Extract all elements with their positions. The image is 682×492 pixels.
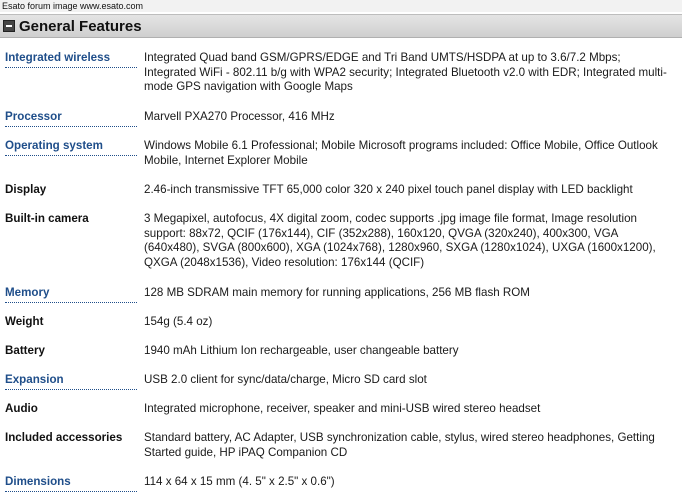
section-header: [0, 14, 682, 38]
spec-label: Weight: [5, 315, 44, 328]
spec-label-link[interactable]: Processor: [5, 110, 137, 127]
spec-value: 114 x 64 x 15 mm (4. 5" x 2.5" x 0.6"): [144, 475, 335, 488]
spec-value: Integrated Quad band GSM/GPRS/EDGE and Tri Band UMTS/HSDPA at up to 3.6/7.2 Mbps; Integrated WiFi - 802.11 b/g with WPA2 security; Integrated Bluetooth v2.0 with EDR; Integrated multi-mode GPS navigation with Google Maps: [144, 51, 667, 94]
spec-label: Included accessories: [5, 431, 123, 444]
spec-label-link[interactable]: Operating system: [5, 139, 137, 156]
spec-label: Audio: [5, 402, 38, 415]
spec-value: Standard battery, AC Adapter, USB synchronization cable, stylus, wired stereo headphones, Getting Started guide, HP iPAQ Companion CD: [144, 431, 655, 459]
spec-value: Windows Mobile 6.1 Professional; Mobile Microsoft programs included: Office Mobile, Office Outlook Mobile, Internet Explorer Mobile: [144, 139, 658, 167]
watermark-text: Esato forum image www.esato.com: [0, 0, 682, 12]
spec-value: 154g (5.4 oz): [144, 315, 213, 328]
spec-value: 3 Megapixel, autofocus, 4X digital zoom, codec supports .jpg image file format, Image resolution support: 88x72, QCIF (176x144), CIF (352x288), 160x120, QVGA (320x240), 400x300, VGA (640x480), SVGA (800x600), XGA (1024x768), 1280x960, SXGA (1280x1024), UXGA (1600x1200), QXGA (2048x1536), Video resolution: 176x144 (QCIF): [144, 212, 656, 270]
spec-label-link[interactable]: Integrated wireless: [5, 51, 137, 68]
spec-label-link[interactable]: Expansion: [5, 373, 137, 390]
section-title: General Features: [19, 17, 142, 35]
spec-label: Display: [5, 183, 47, 196]
spec-value: USB 2.0 client for sync/data/charge, Micro SD card slot: [144, 373, 427, 386]
spec-label: Built-in camera: [5, 212, 89, 225]
spec-label: Battery: [5, 344, 45, 357]
spec-label-link[interactable]: Memory: [5, 286, 137, 303]
spec-value: Integrated microphone, receiver, speaker and mini-USB wired stereo headset: [144, 402, 541, 415]
spec-value: 128 MB SDRAM main memory for running applications, 256 MB flash ROM: [144, 286, 530, 299]
spec-value: 2.46-inch transmissive TFT 65,000 color 320 x 240 pixel touch panel display with LED backlight: [144, 183, 633, 196]
spec-label-link[interactable]: Dimensions: [5, 475, 137, 492]
collapse-icon[interactable]: [3, 20, 15, 32]
spec-value: Marvell PXA270 Processor, 416 MHz: [144, 110, 335, 123]
spec-value: 1940 mAh Lithium Ion rechargeable, user changeable battery: [144, 344, 459, 357]
